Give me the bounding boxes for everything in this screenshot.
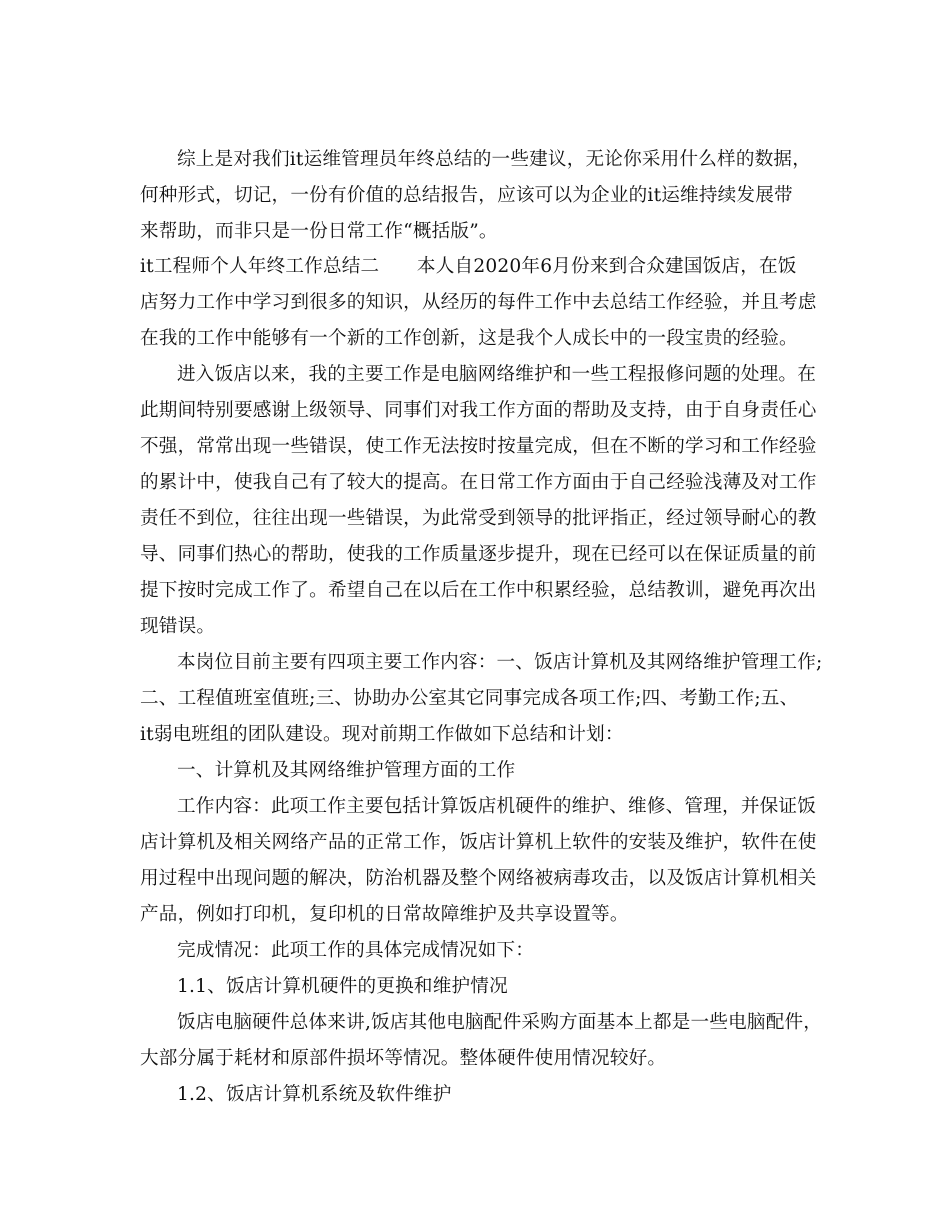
paragraph-line: 在我的工作中能够有一个新的工作创新，这是我个人成长中的一段宝贵的经验。 — [140, 328, 798, 349]
paragraph-line: 用过程中出现问题的解决，防治机器及整个网络被病毒攻击，以及饭店计算机相关 — [140, 868, 817, 889]
paragraph-line: 饭店电脑硬件总体来讲,饭店其他电脑配件采购方面基本上都是一些电脑配件， — [177, 1012, 823, 1033]
paragraph-line: 此期间特别要感谢上级领导、同事们对我工作方面的帮助及支持，由于自身责任心 — [140, 400, 817, 421]
paragraph-line: 本岗位目前主要有四项主要工作内容：一、饭店计算机及其网络维护管理工作; — [177, 652, 823, 673]
paragraph-line: it弱电班组的团队建设。现对前期工作做如下总结和计划： — [140, 724, 624, 745]
paragraph-line: 的累计中，使我自己有了较大的提高。在日常工作方面由于自己经验浅薄及对工作 — [140, 472, 817, 493]
subheading-line: 1.1、饭店计算机硬件的更换和维护情况 — [177, 976, 508, 997]
paragraph-line: 何种形式，切记，一份有价值的总结报告，应该可以为企业的it运维持续发展带 — [140, 185, 793, 206]
paragraph-line: 来帮助，而非只是一份日常工作“概括版”。 — [140, 221, 498, 242]
paragraph-line: 责任不到位，往往出现一些错误，为此常受到领导的批评指正，经过领导耐心的教 — [140, 508, 817, 529]
paragraph-line: 不强，常常出现一些错误，使工作无法按时按量完成，但在不断的学习和工作经验 — [140, 436, 817, 457]
paragraph-line: 大部分属于耗材和原部件损坏等情况。整体硬件使用情况较好。 — [140, 1048, 667, 1069]
paragraph-line: 店努力工作中学习到很多的知识，从经历的每件工作中去总结工作经验，并且考虑 — [140, 292, 817, 313]
paragraph-line: 进入饭店以来，我的主要工作是电脑网络维护和一些工程报修问题的处理。在 — [177, 364, 816, 385]
section-title-line: it工程师个人年终工作总结二 本人自2020年6月份来到合众建国饭店，在饭 — [140, 256, 797, 277]
paragraph-line: 二、工程值班室值班;三、协助办公室其它同事完成各项工作;四、考勤工作;五、 — [140, 688, 799, 709]
paragraph-line: 导、同事们热心的帮助，使我的工作质量逐步提升，现在已经可以在保证质量的前 — [140, 544, 817, 565]
paragraph-line: 现错误。 — [140, 616, 216, 637]
paragraph-line: 工作内容：此项工作主要包括计算饭店机硬件的维护、维修、管理，并保证饭 — [177, 796, 816, 817]
heading-line: 一、计算机及其网络维护管理方面的工作 — [177, 760, 516, 781]
paragraph-line: 综上是对我们it运维管理员年终总结的一些建议，无论你采用什么样的数据， — [177, 149, 812, 170]
paragraph-line: 产品，例如打印机，复印机的日常故障维护及共享设置等。 — [140, 904, 629, 925]
paragraph-line: 提下按时完成工作了。希望自己在以后在工作中积累经验，总结教训，避免再次出 — [140, 580, 817, 601]
paragraph-line: 完成情况：此项工作的具体完成情况如下： — [177, 940, 535, 961]
paragraph-line: 店计算机及相关网络产品的正常工作，饭店计算机上软件的安装及维护，软件在使 — [140, 832, 817, 853]
subheading-line: 1.2、饭店计算机系统及软件维护 — [177, 1084, 452, 1105]
